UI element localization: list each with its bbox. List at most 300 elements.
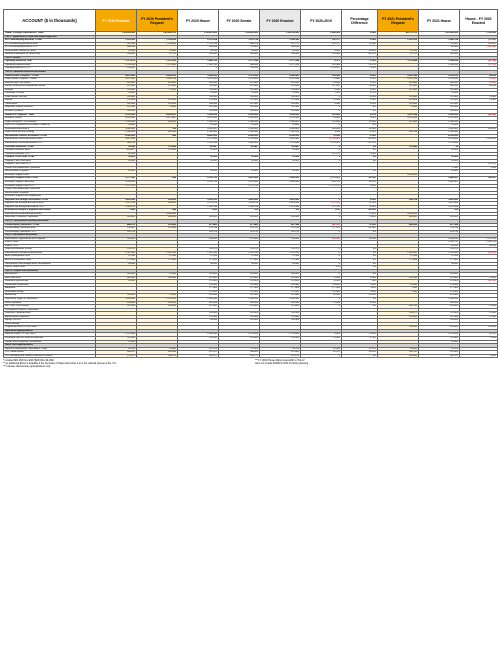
table-cell: 150,000 (219, 88, 260, 92)
table-cell: 171,300 (419, 259, 460, 263)
row-label: Int'l Peacekeeping Activities Base (4, 42, 96, 46)
table-cell: 557,500 (378, 120, 419, 124)
row-label: Complex Crisis Fund Base (4, 159, 96, 163)
table-cell: 4,325,000 (178, 117, 219, 121)
table-cell: (30,000) (460, 113, 498, 117)
table-cell: 0 (301, 305, 342, 309)
row-label: Transition Initiatives Base (4, 149, 96, 153)
table-cell: 1,097,010 (96, 251, 137, 255)
table-cell: 90,000 (96, 280, 137, 284)
table-cell: 67,275 (378, 53, 419, 57)
row-label: Democracy, Rights & Governance (4, 298, 96, 302)
table-cell: 982,344 (96, 42, 137, 46)
table-cell: 177,000 (301, 287, 342, 291)
table-cell: 2,400,000 (419, 298, 460, 302)
table-cell: -8.93% (342, 85, 378, 89)
table-cell: 45,000 (419, 124, 460, 128)
header-fy2020-house: FY 2020 House (178, 10, 219, 32)
table-cell: 82,222 (301, 351, 342, 355)
table-cell: 1,813,843 (419, 202, 460, 206)
table-cell: 471,483 (178, 223, 219, 227)
table-cell: 30,000 (178, 156, 219, 160)
table-cell: 6,243,475 (137, 74, 178, 78)
table-cell: 0 (301, 298, 342, 302)
table-cell: 0 (301, 149, 342, 153)
table-cell: 38,654 (178, 49, 219, 53)
table-cell: 45,000 (419, 49, 460, 53)
table-cell: 45,000 (260, 124, 301, 128)
table-cell: 1,521,368 (419, 205, 460, 209)
table-cell: (2,463) (460, 78, 498, 82)
table-cell: 1,606,492 (419, 237, 460, 241)
table-cell: 45,000 (178, 124, 219, 128)
table-cell: 1,000,000 (219, 131, 260, 135)
table-cell: 100,000 (178, 95, 219, 99)
table-cell: 133,135 (260, 227, 301, 231)
table-cell: 5,965,000 (378, 212, 419, 216)
table-cell: 300,000 (419, 53, 460, 57)
footnote: * Includes $81,000 from ESF ($23,000+ $1,000) (3, 359, 54, 363)
table-cell: 220,000 (260, 337, 301, 341)
table-cell: 30,000 (260, 156, 301, 160)
table-cell: 385,000 (219, 53, 260, 57)
row-label: CDC Emerging and Zoonotic Infectious Diseases (4, 354, 96, 358)
table-cell: 25,000 (460, 95, 498, 99)
table-cell: 3,800,000 (419, 127, 460, 131)
table-cell: 756,964 (419, 46, 460, 50)
table-cell: 1,456,314 (419, 39, 460, 43)
table-cell: 302,000 (96, 102, 137, 106)
table-cell: 800,000 (378, 216, 419, 220)
table-cell: 795,000 (419, 99, 460, 103)
header-percentage: Percentage Difference (342, 10, 378, 32)
table-cell: 2,545,826 (96, 180, 137, 184)
table-cell: 139,575 (96, 248, 137, 252)
row-label: Migration and Refugee Assistance OCO (4, 205, 96, 209)
table-cell: 2,123,414 (178, 39, 219, 43)
table-cell: 5,000 (460, 337, 498, 341)
table-cell: 619,600 (137, 81, 178, 85)
table-cell: 75,000 (378, 106, 419, 110)
table-cell: 0 (301, 124, 342, 128)
table-cell: 4.17% (342, 92, 378, 96)
row-label: Migration and Refugee Assistance Base (4, 202, 96, 206)
row-label: African Development Fund (4, 259, 96, 263)
table-cell: 112,043 (378, 145, 419, 149)
table-cell: 3.67% (342, 113, 378, 117)
table-cell: 2.89% (342, 74, 378, 78)
row-label: Global Environment Facility (4, 248, 96, 252)
table-cell: N/A (137, 209, 178, 213)
row-label: Biodiversity (4, 294, 96, 298)
table-cell: -6.30% (342, 223, 378, 227)
table-cell: 9,156,975 (419, 74, 460, 78)
table-cell: -90.00% (342, 209, 378, 213)
row-label: Global Health Security (4, 95, 96, 99)
table-cell: 5,929,500 (378, 173, 419, 177)
table-cell: 10.53% (342, 294, 378, 298)
table-cell: 25,000 (419, 92, 460, 96)
appropriations-table (3, 9, 498, 358)
table-cell: 1,000 (301, 92, 342, 96)
table-cell: 0.32% (342, 60, 378, 64)
table-cell: $ 54,299,000 (96, 32, 137, 36)
table-cell: 0% (342, 305, 378, 309)
table-cell: 2,500 (419, 166, 460, 170)
table-cell: 314,300 (219, 294, 260, 298)
header-fy2020-enacted: FY 2020 Enacted (260, 10, 301, 32)
table-cell: 46,000 (260, 49, 301, 53)
table-cell: 164,200 (137, 301, 178, 305)
table-cell: 0.00% (342, 198, 378, 202)
row-label: International Disaster Assistance Base (4, 138, 96, 142)
table-cell: 0 (301, 255, 342, 259)
table-cell: 365,662 (137, 202, 178, 206)
table-cell: 135,000 (301, 283, 342, 287)
table-cell: 1,214,658 (96, 63, 137, 67)
table-cell: 1,551,000 (96, 39, 137, 43)
table-cell: 2,150,196 (378, 78, 419, 82)
table-cell: -45.65% (342, 138, 378, 142)
table-cell: 150,000 (419, 326, 460, 330)
table-cell: 3,821,594 (96, 138, 137, 142)
table-cell: 5,900,000 (419, 113, 460, 117)
table-cell: 92,043* (178, 145, 219, 149)
table-cell: 1,725,000 (260, 333, 301, 337)
table-cell: 770,000 (260, 99, 301, 103)
table-cell: 261,000 (378, 102, 419, 106)
row-label: Global Health Programs - TOTAL (4, 74, 96, 78)
row-label: McGovern-Dole Int'l Food for Education (4, 337, 96, 341)
row-label: multilateral partnerships (4, 280, 96, 284)
table-cell: 4,385,000 (96, 134, 137, 138)
table-cell: 0.23% (342, 134, 378, 138)
table-cell: 47,395 (178, 255, 219, 259)
table-cell: 315,000 (260, 294, 301, 298)
table-cell: 1.04% (342, 117, 378, 121)
table-cell: 755,000 (96, 99, 137, 103)
table-cell: 210,000 (301, 120, 342, 124)
table-cell: 330,000 (219, 110, 260, 114)
table-cell: 0 (301, 230, 342, 234)
row-label: Maternal and Child Health (4, 81, 96, 85)
table-cell: 265,000 (178, 273, 219, 277)
table-cell: 0 (301, 95, 342, 99)
table-cell: 30,000 (178, 262, 219, 266)
table-cell: 30,000** (96, 149, 137, 153)
table-cell: 179,000 (301, 290, 342, 294)
table-cell: 150,000 (260, 312, 301, 316)
table-cell: 2.41% (342, 78, 378, 82)
row-label: Sec. 7060, 7045 Gender (4, 305, 96, 309)
table-cell: 67,275 (137, 53, 178, 57)
table-cell: 1,560,000 (219, 120, 260, 124)
row-label: Administrative Expenses (4, 315, 96, 319)
table-cell: $ 56,401,000 (178, 32, 219, 36)
row-label: Neglected Tropical Diseases (4, 106, 96, 110)
table-cell: 47,395 (96, 255, 137, 259)
table-cell: 9.38% (342, 276, 378, 280)
table-cell: 15,000 (301, 301, 342, 305)
table-cell: 151,000 (178, 315, 219, 319)
row-label: Operating Expenses OCO (4, 67, 96, 71)
row-label: Asian Development Fund (4, 255, 96, 259)
table-cell: 7,500 (378, 290, 419, 294)
table-cell: 1,464,750 (178, 60, 219, 64)
row-label: Transition Initiatives OCO (4, 152, 96, 156)
table-cell: (44,617) (301, 42, 342, 46)
table-cell: 835,000 (96, 81, 137, 85)
table-cell: 3,971,007 (137, 117, 178, 121)
table-cell: 4,370,000 (419, 117, 460, 121)
table-row (4, 354, 498, 358)
row-label: Global HIV Programs - State (4, 113, 96, 117)
row-label: Global Fund AIDS, TB & Malaria (4, 120, 96, 124)
table-cell: 9,286,000 (178, 74, 219, 78)
table-cell: 3,000,000 (178, 198, 219, 202)
table-cell: 162,488 (301, 63, 342, 67)
table-cell: 0 (301, 212, 342, 216)
table-cell: 0 (301, 110, 342, 114)
table-cell: 658,400 (137, 120, 178, 124)
table-cell: 296,400 (137, 276, 178, 280)
table-cell: 937,727 (260, 42, 301, 46)
table-cell: 66.67% (342, 53, 378, 57)
table-cell: 674,000 (137, 99, 178, 103)
table-cell: 1,377,246 (219, 60, 260, 64)
table-cell: 150,000 (460, 326, 498, 330)
table-cell: 0% (342, 230, 378, 234)
table-cell: (30,000) (460, 163, 498, 167)
table-cell: 457,348 (260, 223, 301, 227)
table-cell: 485,684 (137, 351, 178, 355)
row-label: Agriculture Appropriations (4, 329, 96, 333)
row-label: Transition Initiatives TOTAL (4, 145, 96, 149)
table-cell: 0% (342, 273, 378, 277)
table-cell: 70,000 (460, 276, 498, 280)
header-change: FY 2020-2019 (301, 10, 342, 32)
table-cell: 1,000,000 (96, 131, 137, 135)
table-cell: 291,450 (137, 223, 178, 227)
row-label: Emergency Refugee & Migration Assistance (4, 209, 96, 213)
table-cell: N/A (137, 177, 178, 181)
table-cell: 3,717,841 (96, 177, 137, 181)
table-cell: (95,610) (460, 251, 498, 255)
row-label: Title II—USAID (4, 56, 96, 60)
table-cell: 325,213 (219, 230, 260, 234)
table-cell: 301,240 (378, 276, 419, 280)
table-cell: 300,000 (178, 53, 219, 57)
table-cell: 47,395 (137, 255, 178, 259)
table-cell: 30,000 (96, 156, 137, 160)
table-cell: -4.56% (342, 42, 378, 46)
table-cell: 265,000 (219, 273, 260, 277)
table-cell: 30,000 (260, 262, 301, 266)
row-label: International Humanitarian Assistance (4, 212, 96, 216)
table-cell: 10,000 (301, 134, 342, 138)
table-cell: 1,311,288 (378, 60, 419, 64)
table-cell: 582,672 (178, 354, 219, 358)
table-cell: 0% (342, 354, 378, 358)
row-label: International Disaster Assistance OCO (4, 141, 96, 145)
table-cell: 0% (342, 170, 378, 174)
table-cell: 1,705,000 (219, 138, 260, 142)
row-label: IDA/IFC Base (4, 241, 96, 245)
table-cell: 3,315,000 (178, 78, 219, 82)
table-cell: 237,000 (378, 88, 419, 92)
table-cell: 8,837,463 (96, 74, 137, 78)
table-cell: 310,000 (419, 102, 460, 106)
table-cell: (900) (301, 209, 342, 213)
table-cell: 2.65% (342, 102, 378, 106)
table-cell: -6.70% (342, 202, 378, 206)
table-cell: 8.35% (342, 205, 378, 209)
table-cell: 1,377,246 (260, 60, 301, 64)
table-cell: 95,128 (96, 347, 137, 351)
row-label: Economic Support Fund (4, 173, 96, 177)
table-cell: 450,000 (419, 301, 460, 305)
table-cell: 1,377,246 (260, 63, 301, 67)
table-cell: 16.83% (342, 351, 378, 355)
table-cell: 265,000 (419, 273, 460, 277)
table-cell: 50,000 (178, 319, 219, 323)
table-cell: 1,679,758 (219, 39, 260, 43)
table-cell: 115,000 (378, 95, 419, 99)
table-cell: 0 (301, 216, 342, 220)
table-cell: 10,000 (301, 337, 342, 341)
table-cell: 47,395 (260, 255, 301, 259)
table-cell: 315,000 (260, 305, 301, 309)
table-cell: 5,965,000 (137, 212, 178, 216)
table-cell: 888,153 (219, 42, 260, 46)
table-cell: 30,000 (419, 262, 460, 266)
table-cell: 171,300 (219, 259, 260, 263)
table-cell: 171,300 (260, 259, 301, 263)
row-label: Basic Education (4, 276, 96, 280)
table-cell: 5,000 (301, 131, 342, 135)
table-cell: 875,000 (419, 276, 460, 280)
table-cell: 4,164,967 (178, 127, 219, 131)
table-cell: 163,287 (460, 42, 498, 46)
table-cell: 135,000 (219, 283, 260, 287)
table-cell: 125,000 (178, 280, 219, 284)
row-label: Millennium Challenge Corporation (4, 216, 96, 220)
table-cell: 92,043* (219, 145, 260, 149)
table-cell: (30,000) (301, 237, 342, 241)
row-label: Malaria (4, 99, 96, 103)
table-cell: 0.00% (342, 95, 378, 99)
table-cell: 177,000 (419, 287, 460, 291)
table-cell: 2,400,000 (178, 298, 219, 302)
table-cell: 102,500 (219, 106, 260, 110)
table-cell: N/A (137, 134, 178, 138)
table-cell: 95,126 (419, 347, 460, 351)
table-cell: (12,720) (460, 60, 498, 64)
table-cell: 30,000 (419, 170, 460, 174)
table-cell: 905,000 (419, 216, 460, 220)
table-cell: 791,605 (219, 46, 260, 50)
table-cell: 450,000 (178, 301, 219, 305)
table-cell: 1.99% (342, 99, 378, 103)
table-cell: 150,000 (260, 88, 301, 92)
table-cell: 12,000 (460, 312, 498, 316)
table-cell: 16,000 (301, 81, 342, 85)
table-cell: 770,000 (219, 99, 260, 103)
table-cell: 500,332 (378, 351, 419, 355)
table-cell: (62,043) (301, 152, 342, 156)
table-cell: 315,000 (178, 305, 219, 309)
row-label: Economic Support Fund OCO (4, 184, 96, 188)
table-cell: 4,395,000 (419, 134, 460, 138)
row-label: State, Foreign Operations Total (4, 32, 96, 36)
table-cell: 1,533,100 (460, 138, 498, 142)
table-cell: 4.76% (342, 337, 378, 341)
table-cell: 3,432,000 (219, 198, 260, 202)
table-cell: 15,000 (301, 99, 342, 103)
table-cell: 285,000 (96, 294, 137, 298)
table-cell: 120,000 (301, 53, 342, 57)
header-fy2019-enacted: FY 2019 Enacted (96, 10, 137, 32)
table-cell: (117,231) (301, 202, 342, 206)
table-cell: 47,395 (219, 255, 260, 259)
table-cell: 5,720,000 (96, 113, 137, 117)
table-cell: (9,000) (460, 333, 498, 337)
table-cell: 330,000 (419, 110, 460, 114)
table-cell: (672,841) (301, 177, 342, 181)
table-cell: 2,400,000 (96, 298, 137, 302)
row-label: Bureau of International Labor Affairs—ILAB (4, 347, 96, 351)
table-cell: 10,000 (301, 347, 342, 351)
table-cell: 583,272 (219, 354, 260, 358)
table-cell: 488,621 (96, 351, 137, 355)
table-cell: 0% (342, 145, 378, 149)
row-label: Economic Support Fund Supplement (4, 195, 96, 199)
table-cell: 75,000 (137, 106, 178, 110)
table-cell: 133,135 (419, 227, 460, 231)
footnote: *** Includes discretionary appropriations only (3, 365, 51, 369)
table-cell: 2,861,900 (260, 138, 301, 142)
table-cell: 5,930,000 (219, 113, 260, 117)
table-cell: 373,000 (219, 237, 260, 241)
table-cell: 3,192,463 (260, 78, 301, 82)
table-cell: 102,500 (260, 106, 301, 110)
table-cell: 0 (301, 251, 342, 255)
table-cell: 70,540 (137, 273, 178, 277)
table-cell: 95,128 (260, 347, 301, 351)
table-cell: 5,967,990 (378, 74, 419, 78)
table-cell: 25,000 (219, 92, 260, 96)
table-cell: 626,700 (378, 305, 419, 309)
header-house-vs-enacted: House - FY 2020 Enacted (460, 10, 498, 32)
row-label: Credit Subsidy (4, 322, 96, 326)
table-cell: 102,500 (419, 106, 460, 110)
table-cell: 905,000 (96, 216, 137, 220)
table-cell: 575,672 (260, 354, 301, 358)
table-cell: 100,000 (219, 95, 260, 99)
row-label: Peacekeeping Operations Base (4, 227, 96, 231)
table-cell: 35,000 (419, 340, 460, 344)
table-cell: 92 (419, 145, 460, 149)
row-label: Equity (142135) (4, 319, 96, 323)
table-cell: 290,000 (178, 294, 219, 298)
table-cell: 0% (342, 266, 378, 270)
table-cell: 44,712,722 (378, 32, 419, 36)
table-cell: 3,432,000 (260, 198, 301, 202)
table-cell: 1,372,875 (96, 60, 137, 64)
table-cell: 3,432,000 (96, 198, 137, 202)
header-fy2021-house: FY 2021 House (419, 10, 460, 32)
table-cell: 3,907,598 (378, 113, 419, 117)
